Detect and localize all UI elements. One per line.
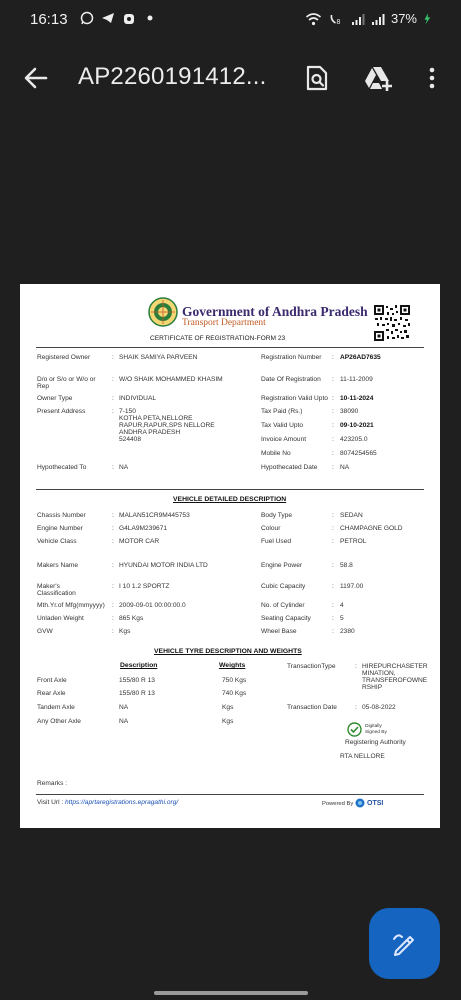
axle-label: Front Axle [37, 677, 67, 684]
body-value: SEDAN [340, 512, 363, 519]
engine-no-value: G4LA9M239671 [119, 525, 168, 532]
signal-icon [371, 12, 385, 26]
tax-valid-value: 09-10-2021 [340, 422, 374, 429]
reg-date-value: 11-11-2009 [340, 376, 373, 383]
wheelbase-label: Wheel Base [261, 628, 297, 635]
ap-emblem-icon [148, 297, 178, 327]
transaction-type-value: RSHIP [362, 684, 383, 691]
axle-label: Rear Axle [37, 690, 66, 697]
address-line: 524408 [119, 436, 142, 443]
document-title: AP2260191412... [78, 63, 267, 90]
relation-label-2: Rep [37, 383, 50, 390]
more-vert-icon[interactable] [421, 64, 443, 92]
weights-header: Weights [219, 662, 246, 669]
whatsapp-icon [80, 11, 94, 25]
power-label: Engine Power [261, 562, 303, 569]
otsi-brand: OTSI [367, 800, 384, 807]
reg-valid-value: 10-11-2024 [340, 395, 374, 402]
axle-label: Tandem Axle [37, 704, 75, 711]
address-label: Present Address [37, 408, 86, 415]
svg-text:8: 8 [336, 18, 341, 26]
unladen-value: 865 Kgs [119, 615, 144, 622]
telegram-icon [101, 11, 115, 25]
tax-paid-label: Tax Paid (Rs.) [261, 408, 303, 415]
notification-icons [80, 11, 157, 25]
dept-heading: Transport Department [182, 318, 266, 328]
gov-heading: Government of Andhra Pradesh [182, 304, 368, 319]
visit-url-label: Visit Url : [37, 799, 64, 806]
edit-pen-icon [390, 929, 420, 959]
signed-text: Signed By [365, 730, 387, 735]
battery-level: 37% [390, 11, 417, 26]
hypothecated-label: Hypothecated To [37, 464, 87, 471]
reg-number-label: Registration Number [261, 354, 322, 361]
reg-number-value: AP26AD7635 [340, 354, 381, 361]
otsi-logo-icon [355, 798, 365, 808]
powered-by: Powered By [322, 801, 354, 807]
registering-authority: Registering Authority [345, 739, 406, 746]
search-document-icon[interactable] [303, 64, 331, 92]
axle-weight: 740 Kgs [222, 690, 247, 697]
transaction-date-value: 05-08-2022 [362, 704, 396, 711]
unladen-label: Unladen Weight [37, 615, 84, 622]
qr-code-icon [373, 304, 411, 342]
seating-label: Seating Capacity [261, 615, 311, 622]
body-label: Body Type [261, 512, 293, 519]
cylinder-label: No. of Cylinder [261, 602, 305, 609]
axle-desc: 155/80 R 13 [119, 690, 155, 697]
vehicle-class-value: MOTOR CAR [119, 538, 160, 545]
battery-icon [423, 12, 431, 26]
visit-url-link[interactable]: https://aprtaregistrations.epragathi.org/ [65, 799, 179, 806]
vehicle-section-title: VEHICLE DETAILED DESCRIPTION [173, 496, 287, 503]
mobile-label: Mobile No [261, 450, 291, 457]
relation-value: W/O SHAIK MOHAMMED KHASIM [119, 376, 223, 383]
gvw-value: Kgs [119, 628, 131, 635]
power-value: 58.8 [340, 562, 353, 569]
transaction-type-value: TRANSFEROFOWNE [362, 677, 428, 684]
transaction-type-value: MINATION, [362, 670, 396, 677]
classification-value: I 10 1.2 SPORTZ [119, 583, 170, 590]
wheelbase-value: 2380 [340, 628, 355, 635]
colour-label: Colour [261, 525, 281, 532]
vehicle-class-label: Vehicle Class [37, 538, 77, 545]
axle-desc: 155/80 R 13 [119, 677, 155, 684]
chassis-label: Chassis Number [37, 512, 86, 519]
status-bar [0, 0, 461, 40]
hypothecated-value: NA [119, 464, 129, 471]
reg-date-label: Date Of Registration [261, 376, 321, 383]
axle-label: Any Other Axle [37, 718, 81, 725]
owner-type-value: INDIVIDUAL [119, 395, 157, 402]
volte-icon [328, 12, 345, 26]
divider [36, 794, 424, 795]
description-header: Description [120, 662, 158, 669]
registered-owner-value: SHAIK SAMIYA PARVEEN [119, 354, 198, 361]
top-app-bar [0, 46, 461, 110]
system-icons [305, 11, 431, 26]
divider [36, 347, 424, 348]
signed-text: Digitally [365, 724, 382, 729]
dot-icon [143, 11, 157, 25]
makers-label: Makers Name [37, 562, 79, 569]
drive-add-icon[interactable] [364, 64, 394, 92]
tax-valid-label: Tax Valid Upto [261, 422, 304, 429]
tax-paid-value: 38090 [340, 408, 359, 415]
reg-valid-label: Registration Valid Upto [261, 395, 328, 402]
wifi-icon [305, 12, 322, 26]
invoice-value: 423205.0 [340, 436, 368, 443]
chassis-value: MALAN51CR9M445753 [119, 512, 190, 519]
transaction-type-value: HIREPURCHASETER [362, 663, 428, 670]
rta-name: RTA NELLORE [340, 753, 385, 760]
classification-label-2: Classification [37, 590, 76, 597]
gvw-label: GVW [37, 628, 53, 635]
hypo-date-value: NA [340, 464, 350, 471]
certificate-title: CERTIFICATE OF REGISTRATION-FORM 23 [150, 335, 286, 342]
cylinder-value: 4 [340, 602, 344, 609]
axle-weight: Kgs [222, 718, 234, 725]
cc-label: Cubic Capacity [261, 583, 306, 590]
cc-value: 1197.00 [340, 583, 364, 590]
invoice-label: Invoice Amount [261, 436, 307, 443]
address-line: 7-150 [119, 408, 136, 415]
app-icon [122, 11, 136, 25]
pdf-page[interactable]: Government of Andhra Pradesh Transport Department CERTIFICATE OF REGISTRATION-FORM 23 Registered Owner : SHAIK SAMIYA PARVEEN D/o or S/o or W/o or Rep : W/O SHAIK MOHAMMED KHASIM Owner Type : INDIVIDUAL Present Address : 7-150 KOTHA PETA,NELLORE RAPUR,RAPUR,SPS NELLORE ANDHRA PRADESH 524408 Hypothecated To : NA Registration Number : AP26AD7635 Date Of Registration : 11-11-2009 Registration Valid Upto : 10-11-2024 Tax Paid (Rs.) : 38090 Tax Valid Upto : 09-10-2021 Invoice Amount : 423205.0 Mobile No : 8074254565 Hypothecated Date : NA VEHICLE DETAILED DESCRIPTION Chassis Number : MALAN51CR9M445753 Engine Number : G4LA9M239671 Vehicle Class : MOTOR CAR Makers Name : HYUNDAI MOTOR INDIA LTD Maker's Classification : I 10 1.2 SPORTZ Mth.Yr.of Mfg(mmyyyy) : 2009-09-01 00:00:00.0 Unladen Weight : 865 Kgs GVW : Kgs Body Type : SEDAN Colour : CHAMPAGNE GOLD Fuel Used : PETROL Engine Power : 58.8 Cubic Capacity : 1197.00 No. of Cylinder : 4 Seating Capacity : 5 Wheel Base : 2380 VEHICLE TYRE DESCRIPTION AND WEIGHTS Description Weights Front Axle 155/80 R 13 750 Kgs Rear Axle 155/80 R 13 740 Kgs Tandem Axle NA Kgs Any Other Axle NA Kgs TransactionType : HIREPURCHASETER MINATION, TRANSFEROFOWNE RSHIP Transaction Date : 05-08-2022 Digitally Signed By Registering Authority RTA NELLORE Remarks : Visit Url : https://aprtaregistrations.epragathi.org/ Powered By OTSI [20, 284, 440, 828]
seating-value: 5 [340, 615, 344, 622]
engine-no-label: Engine Number [37, 525, 83, 532]
classification-label-1: Maker's [37, 583, 60, 590]
colour-value: CHAMPAGNE GOLD [340, 525, 403, 532]
axle-weight: 750 Kgs [222, 677, 247, 684]
edit-fab-button[interactable] [369, 908, 440, 979]
tyre-section-title: VEHICLE TYRE DESCRIPTION AND WEIGHTS [154, 648, 302, 655]
fuel-value: PETROL [340, 538, 367, 545]
makers-value: HYUNDAI MOTOR INDIA LTD [119, 562, 208, 569]
status-time: 16:13 [30, 11, 68, 28]
back-arrow-icon[interactable] [22, 64, 50, 92]
address-line: RAPUR,RAPUR,SPS NELLORE [119, 422, 215, 429]
owner-type-label: Owner Type [37, 395, 73, 402]
mobile-value: 8074254565 [340, 450, 377, 457]
transaction-type-label: TransactionType [287, 663, 336, 670]
remarks: Remarks : [37, 780, 68, 787]
axle-weight: Kgs [222, 704, 234, 711]
address-line: KOTHA PETA,NELLORE [119, 415, 193, 422]
transaction-date-label: Transaction Date [287, 704, 337, 711]
digital-signature-check-icon [347, 722, 362, 737]
gesture-nav-handle[interactable] [154, 991, 308, 995]
signal-icon [351, 12, 365, 26]
address-line: ANDHRA PRADESH [119, 429, 181, 436]
mfg-label: Mth.Yr.of Mfg(mmyyyy) [37, 602, 105, 609]
divider [36, 489, 424, 490]
axle-desc: NA [119, 704, 129, 711]
relation-label-1: D/o or S/o or W/o or [37, 376, 96, 383]
registered-owner-label: Registered Owner [37, 354, 91, 361]
hypo-date-label: Hypothecated Date [261, 464, 318, 471]
mfg-value: 2009-09-01 00:00:00.0 [119, 602, 186, 609]
axle-desc: NA [119, 718, 129, 725]
fuel-label: Fuel Used [261, 538, 292, 545]
